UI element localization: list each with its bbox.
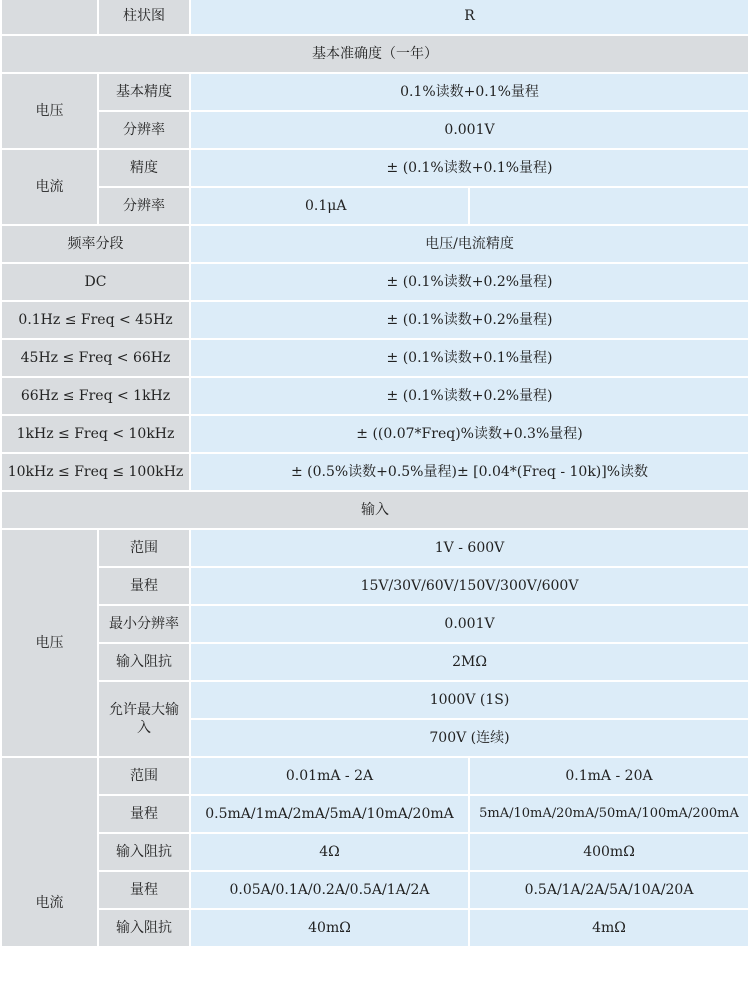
table-row [2,796,748,832]
row-value: 700V (连续) [191,720,748,756]
row-label: 基本精度 [99,74,189,110]
section-header-row [2,492,748,528]
group-label-voltage: 电压 [2,74,97,148]
table-row [2,568,748,604]
row-label: 输入阻抗 [99,910,189,946]
group-label-current: 电流 [2,150,97,224]
row-value: ± (0.1%读数+0.1%量程) [191,150,748,186]
table-row [2,74,748,110]
table-row [2,264,748,300]
row-value-2: 5mA/10mA/20mA/50mA/100mA/200mA [470,796,748,832]
row-label: 输入阻抗 [99,834,189,870]
row-label: 范围 [99,758,189,794]
table-row [2,340,748,376]
row-label: 柱状图 [99,0,189,34]
row-value: 0.1%读数+0.1%量程 [191,74,748,110]
row-label: 输入阻抗 [99,644,189,680]
row-value-2: 0.1mA - 20A [470,758,748,794]
freq-band-value: ± (0.1%读数+0.2%量程) [191,264,748,300]
row-value-2: 400mΩ [470,834,748,870]
row-value: R [191,0,748,34]
row-value-2: 0.5A/1A/2A/5A/10A/20A [470,872,748,908]
row-label: 分辨率 [99,112,189,148]
table-row [2,606,748,642]
table-row [2,188,748,224]
table-row [2,758,748,794]
freq-band-value: ± (0.1%读数+0.2%量程) [191,378,748,414]
freq-band-value: ± (0.5%读数+0.5%量程)± [0.04*(Freq - 10k)]%读数 [191,454,748,490]
row-label: 精度 [99,150,189,186]
table-row [2,682,748,718]
table-row [2,910,748,946]
freq-band-label: DC [2,264,189,300]
row-value: 0.05A/0.1A/0.2A/0.5A/1A/2A [191,872,468,908]
group-label-input-current [2,758,97,946]
row-label: 量程 [99,872,189,908]
table-row [2,378,748,414]
row-value: 1V - 600V [191,530,748,566]
section-header-input: 输入 [2,492,748,528]
row-value: 2MΩ [191,644,748,680]
table-row [2,302,748,338]
row-value-2 [470,188,748,224]
row-label: 范围 [99,530,189,566]
row-value: 0.5mA/1mA/2mA/5mA/10mA/20mA [191,796,468,832]
table-row [2,644,748,680]
row-value-2: 4mΩ [470,910,748,946]
group-label-input-voltage: 电压 [2,530,97,756]
row-value: 0.001V [191,606,748,642]
group-label-text: 电流 [35,895,64,911]
row-value: 0.01mA - 2A [191,758,468,794]
row-label: 量程 [99,796,189,832]
freq-band-label: 45Hz ≤ Freq < 66Hz [2,340,189,376]
table-row [2,0,748,34]
row-group-empty [2,0,97,34]
table-row [2,834,748,870]
row-label: 最小分辨率 [99,606,189,642]
freq-header-value: 电压/电流精度 [191,226,748,262]
freq-band-label: 0.1Hz ≤ Freq < 45Hz [2,302,189,338]
row-value: 0.001V [191,112,748,148]
freq-band-value: ± ((0.07*Freq)%读数+0.3%量程) [191,416,748,452]
table-row [2,112,748,148]
row-label: 允许最大输入 [99,682,189,756]
table-row [2,872,748,908]
table-row [2,454,748,490]
freq-band-label: 66Hz ≤ Freq < 1kHz [2,378,189,414]
table-row [2,416,748,452]
row-label: 分辨率 [99,188,189,224]
row-value: 4Ω [191,834,468,870]
freq-band-value: ± (0.1%读数+0.2%量程) [191,302,748,338]
table-row [2,150,748,186]
freq-band-value: ± (0.1%读数+0.1%量程) [191,340,748,376]
row-value: 1000V (1S) [191,682,748,718]
row-label: 量程 [99,568,189,604]
row-value: 40mΩ [191,910,468,946]
section-header-row [2,36,748,72]
table-row [2,226,748,262]
freq-band-label: 10kHz ≤ Freq ≤ 100kHz [2,454,189,490]
row-value: 0.1μA [191,188,468,224]
section-header-accuracy: 基本准确度（一年） [2,36,748,72]
freq-band-label: 1kHz ≤ Freq < 10kHz [2,416,189,452]
row-value: 15V/30V/60V/150V/300V/600V [191,568,748,604]
freq-header-label: 频率分段 [2,226,189,262]
table-row [2,530,748,566]
